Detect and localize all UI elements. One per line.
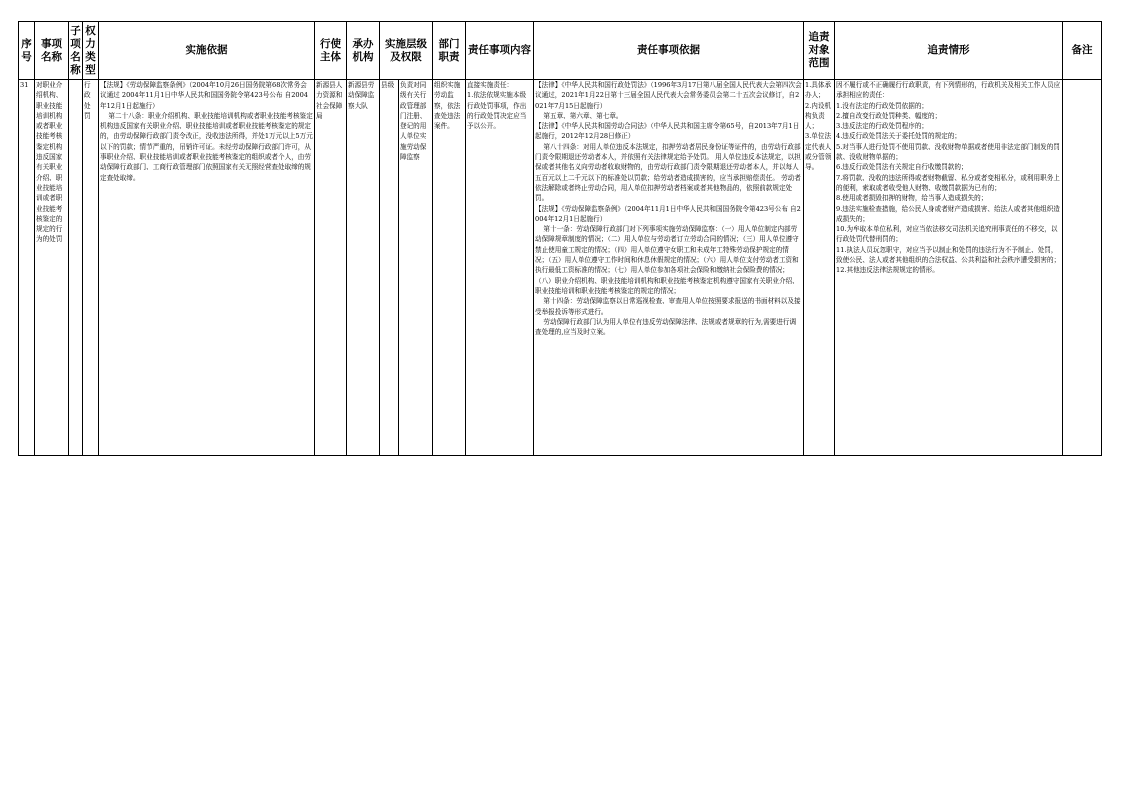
cell-level: 县级 (380, 80, 399, 456)
cell-scope: 1.具体承办人； 2.内设机构负责人； 3.单位法定代表人或分管领导。 (804, 80, 835, 456)
header-sub-item-name: 子项名称 (69, 22, 83, 80)
cell-resp-content: 直接实施责任： 1.依法依规实施本级行政处罚事项，作出的行政处罚决定应当予以公开。 (466, 80, 534, 456)
header-dept-duty: 部门职责 (433, 22, 466, 80)
header-subject: 行使主体 (315, 22, 347, 80)
header-level: 实施层级及权限 (380, 22, 433, 80)
header-scope: 追责对象范围 (804, 22, 835, 80)
cell-sub-item-name (69, 80, 83, 456)
header-resp-basis: 责任事项依据 (534, 22, 804, 80)
cell-situation: 因不履行或不正确履行行政职责，有下列情形的，行政机关及相关工作人员应承担相应的责任： 1.没有法定的行政处罚依据的； 2.擅自改变行政处罚种类、幅度的； 3.违反法定的行政处罚程序的； 4.违反行政处罚法关于委托处罚的规定的； 5.对当事人进行处罚不使用罚款、没收财物单据或者使用非法定部门制发的罚款、没收财物单据的； 6.违反行政处罚法有关规定自行收缴罚款的； 7.将罚款、没收的违法所得或者财物截留、私分或者变相私分，或利用职务上的便利，索取或者收受他人财物、收缴罚款据为已有的； 8.使用或者损毁扣押的财物，给当事人造成损失的； 9.违法实施检查措施，给公民人身或者财产造成损害、给法人或者其他组织造成损失的； 10.为牟取本单位私利，对应当依法移交司法机关追究刑事责任的不移交，以行政处罚代替刑罚的； 11.执法人员玩忽职守，对应当予以制止和处罚的违法行为不予制止、处罚，致使公民、法人或者其他组织的合法权益、公共利益和社会秩序遭受损害的； 12.其他违反法律法规规定的情形。 (835, 80, 1063, 456)
header-organ: 承办机构 (347, 22, 380, 80)
cell-dept-duty: 组织实施劳动监察，依法查处违法案件。 (433, 80, 466, 456)
cell-resp-basis: 【法律】《中华人民共和国行政处罚法》（1996年3月17日第八届全国人民代表大会第四次会议通过，2021年1月22日第十三届全国人民代表大会常务委员会第二十五次会议修订，自2021年7月15日起施行） 第五章、第六章、第七章。 【法律】《中华人民共和国劳动合同法》（中华人民共和国主席令第65号，自2013年7月1日起施行，2012年12月28日修正） 第八十四条：对用人单位违反本法规定，扣押劳动者居民身份证等证件的，由劳动行政部门责令限期退还劳动者本人，并依照有关法律规定给予处罚。 用人单位违反本法规定，以担保或者其他名义向劳动者收取财物的，由劳动行政部门责令限期退还劳动者本人，并以每人五百元以上二千元以下的标准处以罚款；给劳动者造成损害的，应当承担赔偿责任。 劳动者依法解除或者终止劳动合同，用人单位扣押劳动者档案或者其他物品的，依照前款规定处罚。 【法规】《劳动保障监察条例》（2004年11月1日中华人民共和国国务院令第423号公布 自2004年12月1日起施行） 第十一条：劳动保障行政部门对下列事项实施劳动保障监察：（一）用人单位制定内部劳动保障规章制度的情况；（二）用人单位与劳动者订立劳动合同的情况；（三）用人单位遵守禁止使用童工规定的情况；（四）用人单位遵守女职工和未成年工特殊劳动保护规定的情况；（五）用人单位遵守工作时间和休息休假规定的情况；（六）用人单位支付劳动者工资和执行最低工资标准的情况；（七）用人单位参加各项社会保险和缴纳社会保险费的情况；（八）职业介绍机构、职业技能培训机构和职业技能考核鉴定机构遵守国家有关职业介绍、职业技能培训和职业技能考核鉴定的规定的情况； 第十四条：劳动保障监察以日常巡视检查、审查用人单位按照要求报送的书面材料以及接受举报投诉等形式进行。 劳动保障行政部门认为用人单位有违反劳动保障法律、法规或者规章的行为,需要进行调查处理的,应当及时立案。 (534, 80, 804, 456)
responsibility-table (18, 21, 1102, 456)
cell-subject: 新源县人力资源和社会保障局 (315, 80, 347, 456)
cell-item-name: 对职业介绍机构、职业技能培训机构或者职业技能考核鉴定机构违反国家有关职业介绍、职业技能培训或者职业技能考核鉴定的规定的行为的处罚 (35, 80, 69, 456)
header-resp-content: 责任事项内容 (466, 22, 534, 80)
cell-basis: 【法规】《劳动保障监察条例》（2004年10月26日国务院第68次常务会议通过 2004年11月1日中华人民共和国国务院令第423号公布 自2004年12月1日起施行） 第二十八条：职业介绍机构、职业技能培训机构或者职业技能考核鉴定机构违反国家有关职业介绍、职业技能培训或者职业技能考核鉴定的规定的，由劳动保障行政部门责令改正，没收违法所得，并处1万元以上5万元以下的罚款；情节严重的，吊销许可证。未经劳动保障行政部门许可，从事职业介绍、职业技能培训或者职业技能考核鉴定的组织或者个人，由劳动保障行政部门、工商行政管理部门依照国家有关无照经营查处取缔的规定查处取缔。 (99, 80, 315, 456)
header-basis: 实施依据 (99, 22, 315, 80)
header-power-type: 权力类型 (83, 22, 99, 80)
cell-seq: 31 (19, 80, 35, 456)
header-situation: 追责情形 (835, 22, 1063, 80)
header-remark: 备注 (1063, 22, 1102, 80)
header-row (19, 22, 1102, 80)
header-seq: 序号 (19, 22, 35, 80)
table-row (19, 80, 1102, 456)
cell-remark (1063, 80, 1102, 456)
cell-organ: 新源县劳动保障监察大队 (347, 80, 380, 456)
cell-power-type: 行政处罚 (83, 80, 99, 456)
cell-level-power: 负责对同级有关行政管理部门注册、登记的用人单位实施劳动保障监察 (399, 80, 433, 456)
header-item-name: 事项名称 (35, 22, 69, 80)
